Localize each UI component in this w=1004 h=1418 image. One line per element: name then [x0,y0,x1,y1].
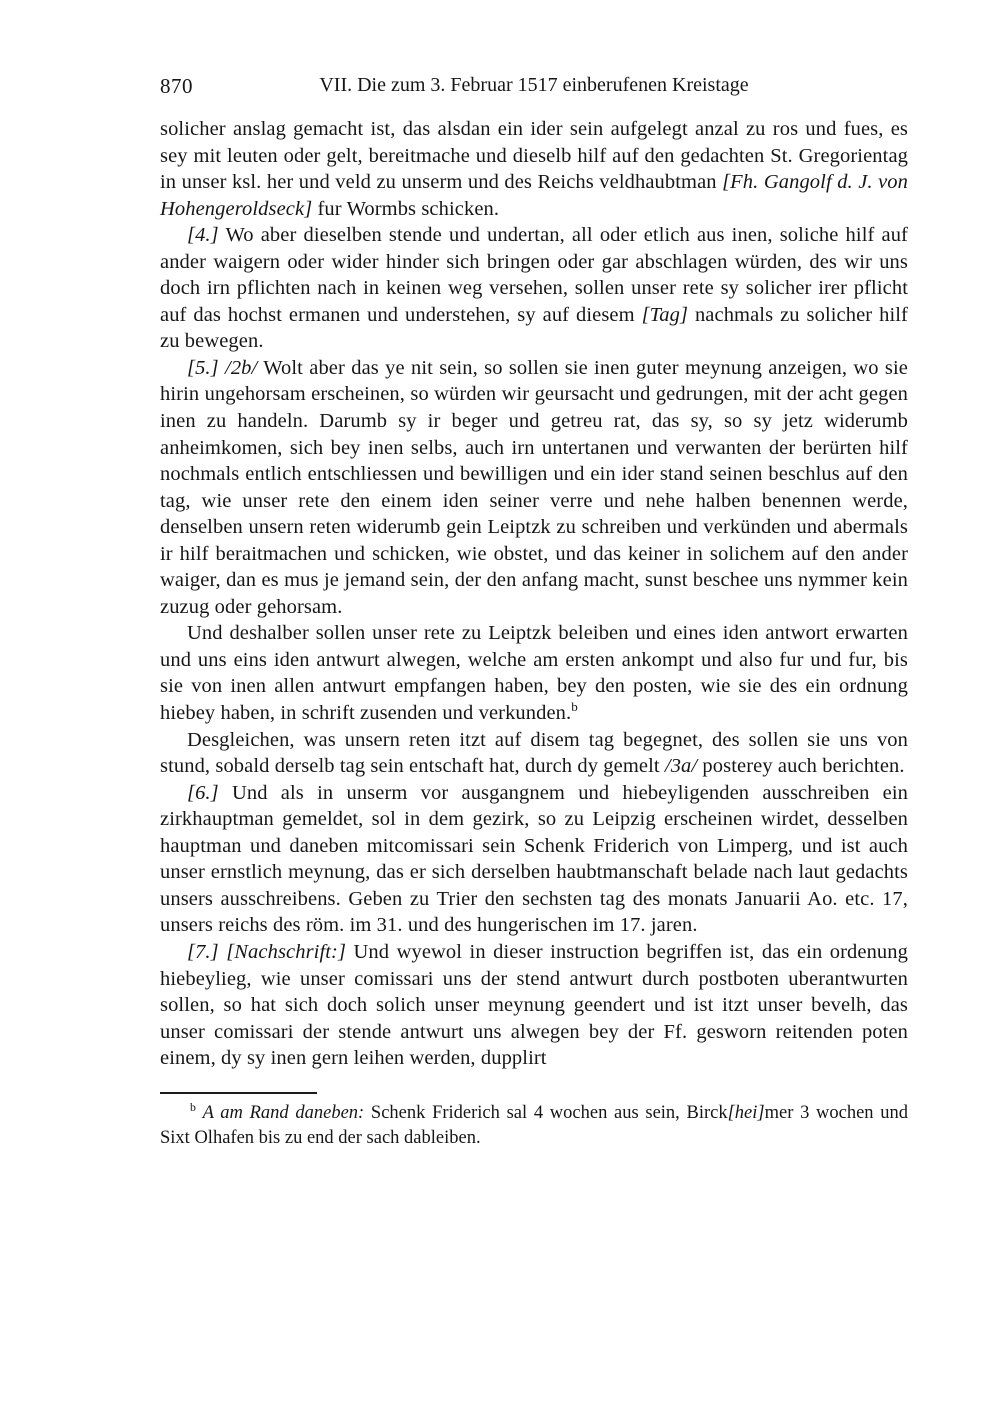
paragraph [160,355,908,620]
italic-segment: [hei] [727,1102,765,1123]
text-segment: posterey auch berichten. [697,755,905,778]
paragraph [160,780,908,939]
text-segment: Und deshalber sollen unser rete zu Leiptzk beleiben und eines iden antwort erwarten und uns eins iden antwurt alwegen, welche am ersten ankompt und also fur und fur, bis sie von inen allen antwurt empfangen haben, bey den posten, wie sie des ein ordnung hiebey haben, in schrift zusenden und verkunden. [160,622,908,725]
paragraph [160,116,908,222]
running-header: VII. Die zum 3. Februar 1517 einberufenen Kreistage [319,74,749,96]
text-segment: Und als in unserm vor ausgangnem und hiebeyligenden ausschreiben ein zirkhauptman gemeldet, sol in dem gezirk, so zu Leipzig erscheinen wirdet, desselben hauptman und daneben mitcomissari sein Schenk Friderich von Limperg, und ist auch unser ernstlich meynung, das er sich derselben haubtmanschaft belade nach laut gedachts unsers ausschreibens. Geben zu Trier den sechsten tag des monats Januarii Ao. etc. 17, unsers reichs des röm. im 31. und des hungerischen im 17. jaren. [160,781,908,937]
text-segment: Und wyewol in dieser instruction begriffen ist, das ein ordenung hiebeylieg, wie unser comissari uns der stend antwurt durch postboten uberantwurten sollen, so hat sich doch solich unser meynung geendert und ist itzt unser bevelh, das unser comissari der stende antwurt uns alwegen bey der Ff. gesworn reitenden poten einem, dy sy inen gern leihen werden, dupplirt [160,940,908,1070]
italic-segment: A am Rand daneben: [202,1102,365,1123]
text-segment: mer 3 wochen und Sixt Olhafen bis zu end der sach dableiben. [160,1102,909,1148]
text-segment: Schenk Friderich sal 4 wochen aus sein, Birck [364,1102,728,1123]
paragraph [160,939,908,1072]
italic-segment: /3a/ [664,755,698,778]
text-segment: Wolt aber das ye nit sein, so sollen sie inen guter meynung anzeigen, wo sie hirin ungehorsam erscheinen, so würden wir geursacht und gedrungen, mit der acht gegen inen zu handeln. Darumb sy ir beger und getreu rat, das sy, so sy jetz widerumb anheimkomen, sich bey inen selbs, auch irn untertanen und verwanten der berürten hilf nochmals entlich entschliessen und bewilligen und ein ider stand seinen beschlus auf den tag, wie unser rete den einem iden seiner verre und nehe halben benennen werde, denselben unsern reten widerumb gein Leiptzk zu schreiben und verkünden und abermals ir hilf beraitmachen und schicken, wie obstet, und das keiner in solichem auf den ander waiger, dan es mus je jemand sein, der den anfang macht, sunst beschee uns nymmer kein zuzug oder gehorsam. [160,356,908,618]
text-segment: fur Wormbs schicken. [312,197,500,220]
text-segment: nachmals zu solicher hilf zu bewegen. [160,303,908,353]
text-segment: Desgleichen, was unsern reten itzt auf disem tag begegnet, des sollen sie uns von stund, sobald derselb tag sein entschaft hat, durch dy gemelt [160,728,908,778]
italic-segment: [Fh. Gangolf d. J. von Hohengeroldseck] [160,171,909,220]
italic-segment: [7.] [Nachschrift:] [187,940,347,963]
footnote [160,1101,908,1151]
text-segment: solicher anslag gemacht ist, das alsdan ein ider sein aufgelegt anzal zu ros und fues, es sey mit leuten oder gelt, bereitmache und dieselb hilf auf den gedachten St. Gregorientag in unser ksl. her und veld zu unserm und des Reichs veldhaubtman [160,118,908,194]
italic-segment: [4.] [187,224,219,247]
text-segment [196,1103,203,1123]
italic-segment: [5.] /2b/ [187,356,258,379]
page-number: 870 [160,74,193,98]
paragraph [160,620,908,726]
footnote-rule [160,1092,317,1094]
footnote-marker: b [571,699,578,715]
paragraph [160,727,908,780]
italic-segment: [Tag] [641,303,689,326]
paragraph [160,222,908,355]
footnote-marker: b [190,1099,196,1114]
text-column [160,74,908,1151]
text-segment: Wo aber dieselben stende und undertan, all oder etlich aus inen, soliche hilf auf ander waigern oder wider hinder sich bringen oder gar abschlagen würden, des wir uns doch irn pflichten nach in keinen weg versehen, sollen unser rete sy solicher irer pflicht auf das hochst ermanen und understehen, sy auf diesem [160,224,908,326]
body-text [160,116,908,1072]
italic-segment: [6.] [187,781,219,804]
page-header [160,74,908,102]
